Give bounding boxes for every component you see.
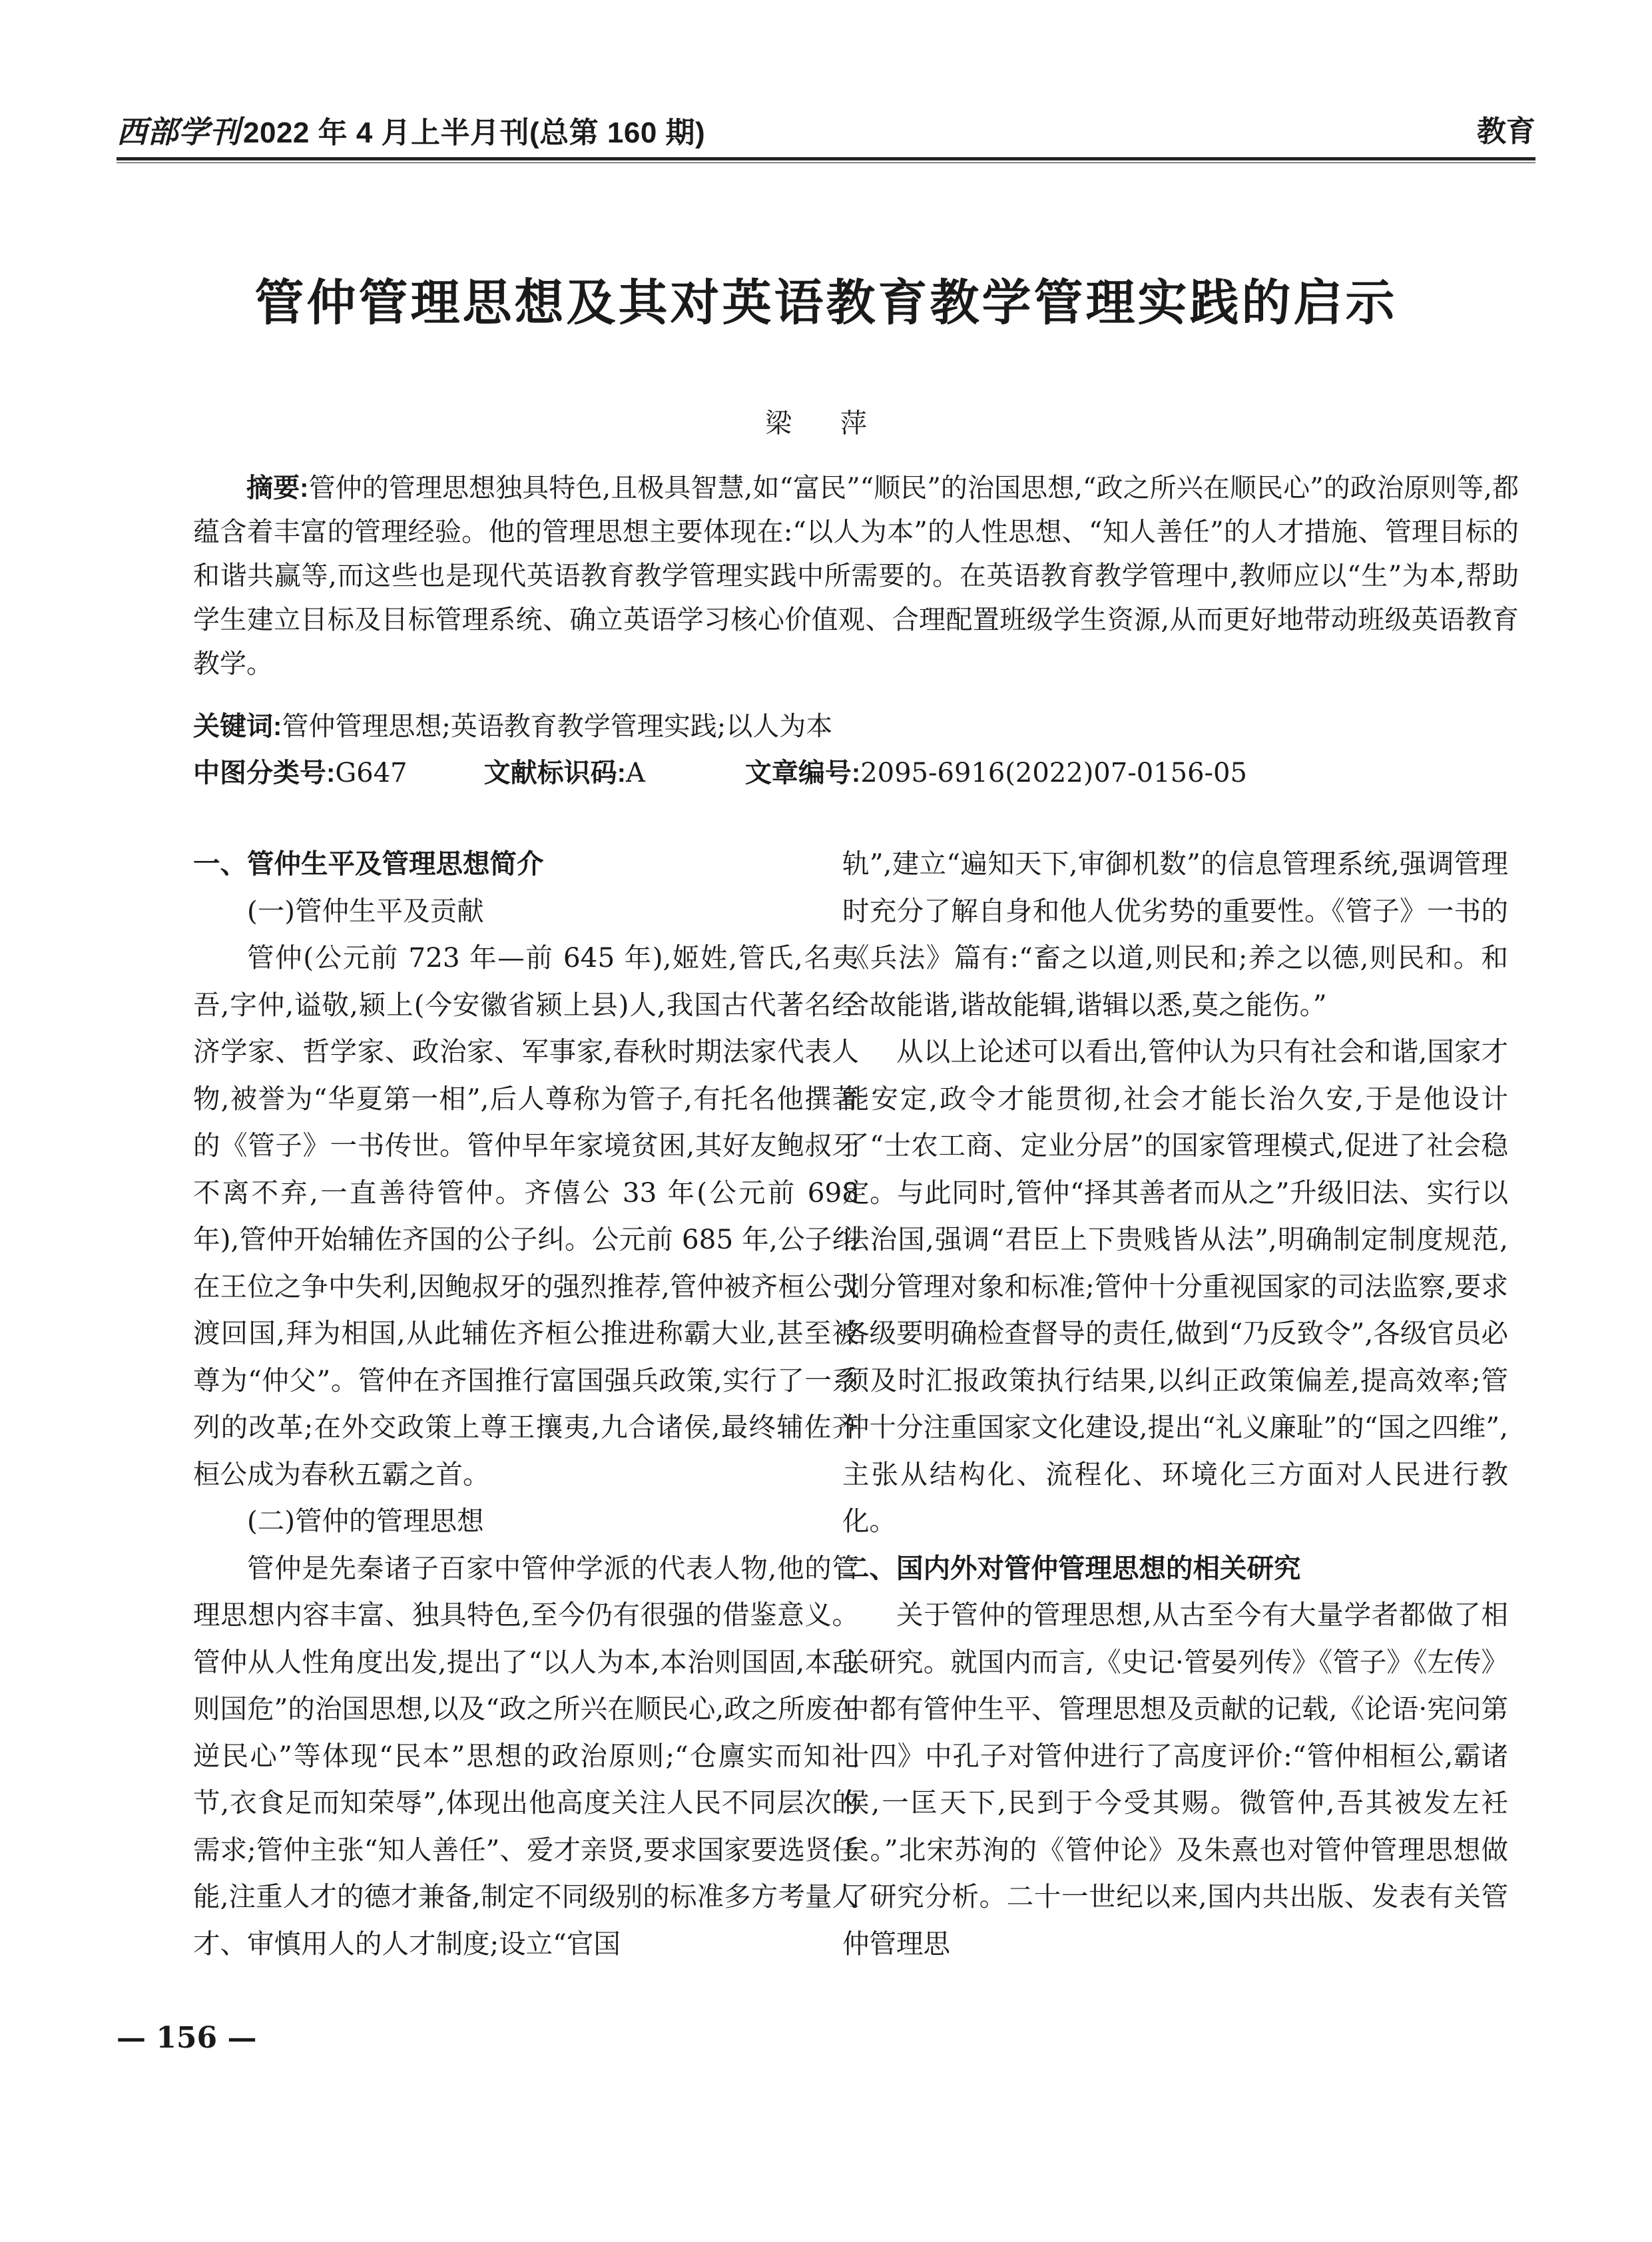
header-rule-thick xyxy=(117,157,1535,160)
paragraph: 关于管仲的管理思想,从古至今有大量学者都做了相关研究。就国内而言,《史记·管晏列传》《管子》《左传》中都有管仲生平、管理思想及贡献的记载,《论语·宪问第十四》中孔子对管仲进行了高度评价:“管仲相桓公,霸诸侯,一匡天下,民到于今受其赐。微管仲,吾其被发左衽矣。”北宋苏洵的《管仲论》及朱熹也对管仲管理思想做了研究分析。二十一世纪以来,国内共出版、发表有关管仲管理思 xyxy=(842,1599,1508,1960)
clc-value: G647 xyxy=(335,758,408,788)
doc-code-value: A xyxy=(625,758,645,788)
article-no-value: 2095-6916(2022)07-0156-05 xyxy=(860,758,1247,788)
body-column-left xyxy=(193,840,859,1967)
section-heading-2: 二、国内外对管仲管理思想的相关研究 xyxy=(842,1552,1301,1583)
journal-issue xyxy=(117,112,705,153)
keywords xyxy=(193,704,1519,748)
abstract-label: 摘要: xyxy=(246,473,309,503)
paragraph: 管仲(公元前 723 年—前 645 年),姬姓,管氏,名夷吾,字仲,谥敬,颍上(今安徽省颍上县)人,我国古代著名经济学家、哲学家、政治家、军事家,春秋时期法家代表人物,被誉为“华夏第一相”,后人尊称为管子,有托名他撰著的《管子》一书传世。管仲早年家境贫困,其好友鲍叔牙不离不弃,一直善待管仲。齐僖公 33 年(公元前 698 年),管仲开始辅佐齐国的公子纠。公元前 685 年,公子纠在王位之争中失利,因鲍叔牙的强烈推荐,管仲被齐桓公引渡回国,拜为相国,从此辅佐齐桓公推进称霸大业,甚至被尊为“仲父”。管仲在齐国推行富国强兵政策,实行了一系列的改革;在外交政策上尊王攘夷,九合诸侯,最终辅佐齐桓公成为春秋五霸之首。 xyxy=(193,942,859,1490)
abstract xyxy=(193,466,1519,686)
journal-logo: 西部学刊 xyxy=(117,114,240,150)
classification-line xyxy=(193,751,1519,795)
abstract-text: 管仲的管理思想独具特色,且极具智慧,如“富民”“顺民”的治国思想,“政之所兴在顺民心”的政治原则等,都蕴含着丰富的管理经验。他的管理思想主要体现在:“以人为本”的人性思想、“知人善任”的人才措施、管理目标的和谐共赢等,而这些也是现代英语教育教学管理实践中所需要的。在英语教育教学管理中,教师应以“生”为本,帮助学生建立目标及目标管理系统、确立英语学习核心价值观、合理配置班级学生资源,从而更好地带动班级英语教育教学。 xyxy=(193,473,1519,679)
keywords-label: 关键词: xyxy=(193,712,282,741)
body-column-right xyxy=(842,840,1508,1967)
subsection-heading-1-1: (一)管仲生平及贡献 xyxy=(247,894,484,927)
keywords-text: 管仲管理思想;英语教育教学管理实践;以人为本 xyxy=(282,711,833,742)
section-label: 教育 xyxy=(1477,115,1535,148)
section-heading-1: 一、管仲生平及管理思想简介 xyxy=(193,848,544,879)
doc-code-label: 文献标识码: xyxy=(483,758,626,788)
paragraph-continued: 轨”,建立“遍知天下,审御机数”的信息管理系统,强调管理时充分了解自身和他人优劣势的重要性。《管子》一书的《兵法》篇有:“畜之以道,则民和;养之以德,则民和。和合故能谐,谐故能辑,谐辑以悉,莫之能伤。” xyxy=(842,848,1508,1021)
paragraph: 管仲是先秦诸子百家中管仲学派的代表人物,他的管理思想内容丰富、独具特色,至今仍有很强的借鉴意义。管仲从人性角度出发,提出了“以人为本,本治则国固,本乱则国危”的治国思想,以及“政之所兴在顺民心,政之所废在逆民心”等体现“民本”思想的政治原则;“仓廪实而知礼节,衣食足而知荣辱”,体现出他高度关注人民不同层次的需求;管仲主张“知人善任”、爱才亲贤,要求国家要选贤任能,注重人才的德才兼备,制定不同级别的标准多方考量人才、审慎用人的人才制度;设立“官国 xyxy=(193,1551,859,1960)
article-no-label: 文章编号: xyxy=(744,758,861,788)
header-rule-thin xyxy=(117,162,1535,163)
paragraph: 从以上论述可以看出,管仲认为只有社会和谐,国家才能安定,政令才能贯彻,社会才能长治久安,于是他设计了“士农工商、定业分居”的国家管理模式,促进了社会稳定。与此同时,管仲“择其善者而从之”升级旧法、实行以法治国,强调“君臣上下贵贱皆从法”,明确制定制度规范,划分管理对象和标准;管仲十分重视国家的司法监察,要求各级要明确检查督导的责任,做到“乃反致令”,各级官员必须及时汇报政策执行结果,以纠正政策偏差,提高效率;管仲十分注重国家文化建设,提出“礼义廉耻”的“国之四维”,主张从结构化、流程化、环境化三方面对人民进行教化。 xyxy=(842,1035,1508,1537)
page-number: — 156 — xyxy=(117,2021,257,2055)
running-header xyxy=(117,112,1535,165)
issue-label: 2022 年 4 月上半月刊(总第 160 期) xyxy=(243,117,706,149)
subsection-heading-1-2: (二)管仲的管理思想 xyxy=(247,1505,484,1537)
clc-label: 中图分类号: xyxy=(193,758,336,788)
author-name: 梁 萍 xyxy=(765,408,887,439)
article-title: 管仲管理思想及其对英语教育教学管理实践的启示 xyxy=(254,274,1398,332)
